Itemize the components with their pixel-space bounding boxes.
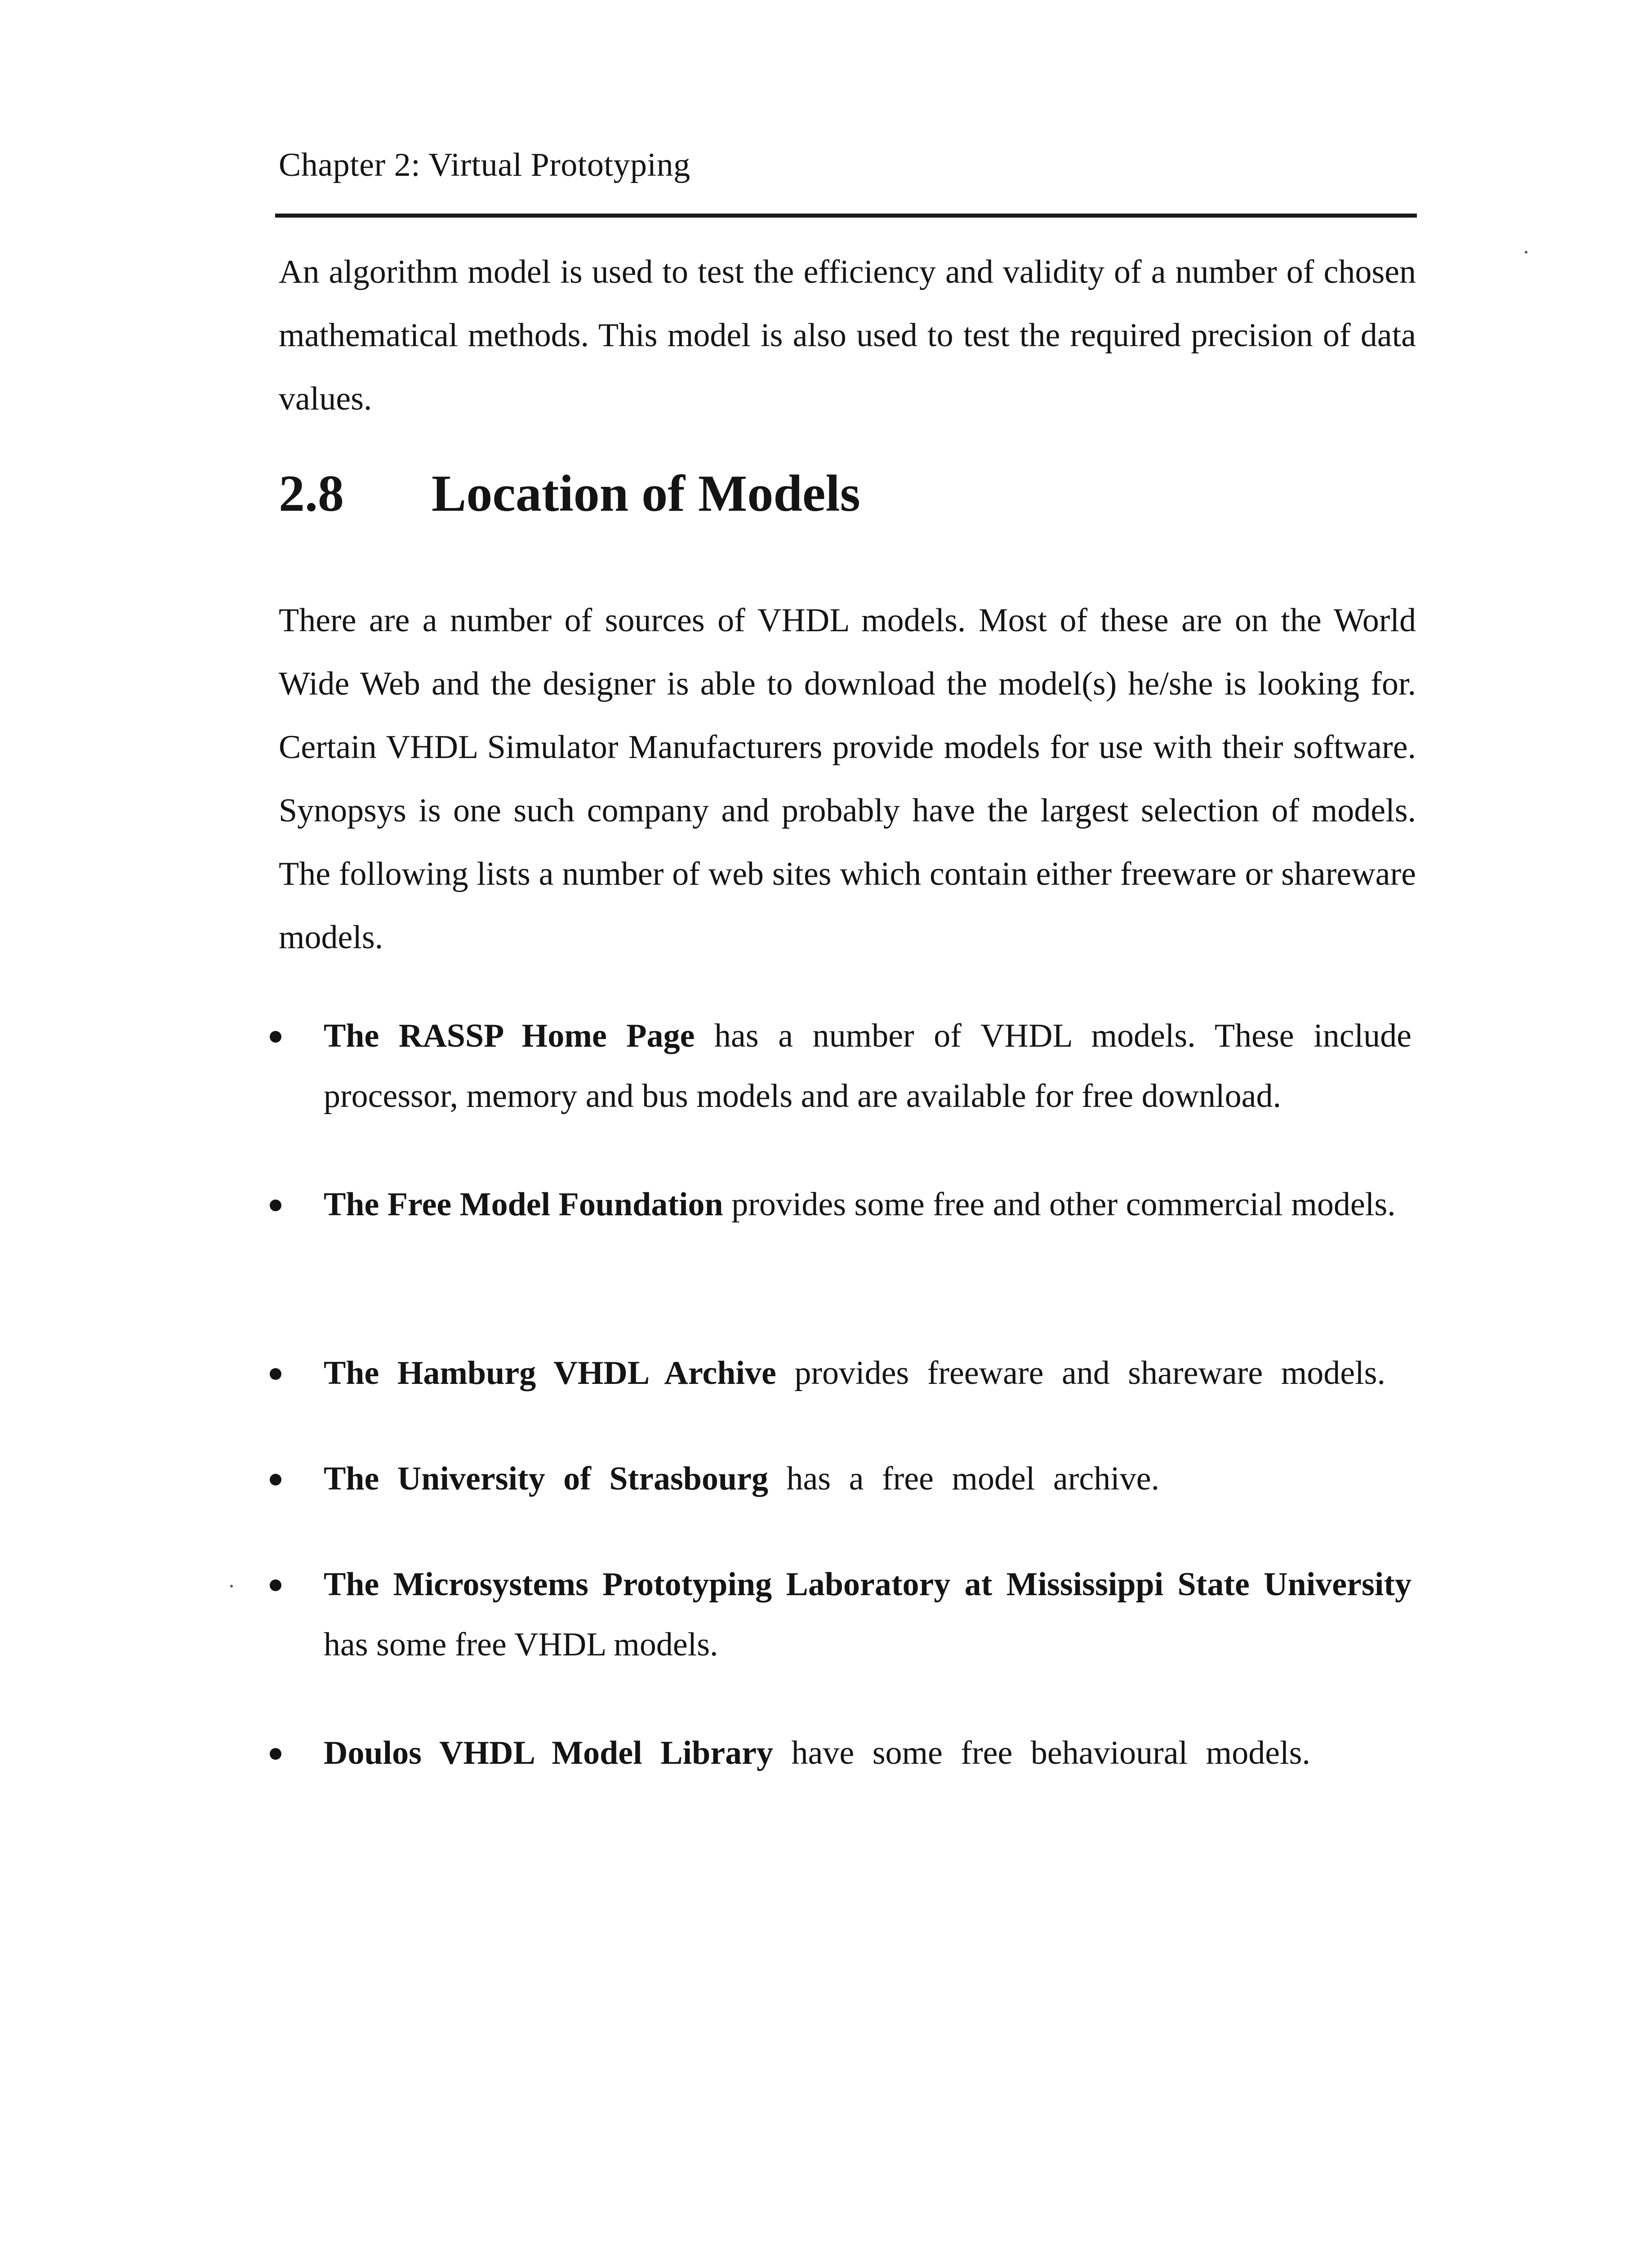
bullet-icon xyxy=(270,1579,281,1591)
source-description: has a free model archive. xyxy=(768,1460,1160,1497)
list-item-text xyxy=(324,1343,1412,1403)
scan-speck xyxy=(1525,251,1527,254)
bullet-icon xyxy=(270,1200,281,1211)
source-description: has some free VHDL models. xyxy=(324,1626,718,1663)
list-item-text xyxy=(324,1006,1412,1126)
scan-speck xyxy=(230,1585,233,1588)
list-item-text xyxy=(324,1174,1412,1235)
sources-paragraph: There are a number of sources of VHDL models. Most of these are on the World Wide Web and the designer is able to download the model(s) he/she is looking for. Certain VHDL Simulator Manufacturers provide models for use with their software. Synopsys is one such company and probably have the largest selection of models. The following lists a number of web sites which contain either freeware or shareware models. xyxy=(279,602,1416,956)
running-header: Chapter 2: Virtual Prototyping xyxy=(279,147,690,183)
section-number: 2.8 xyxy=(279,465,344,522)
bullet-icon xyxy=(270,1474,281,1485)
bullet-icon xyxy=(270,1368,281,1380)
source-description: provides freeware and shareware models. xyxy=(776,1355,1385,1392)
source-description: has a number of VHDL models. These include processor, memory and bus models and are available for free download. xyxy=(324,1017,1412,1115)
bullet-icon xyxy=(270,1031,281,1043)
source-name: The RASSP Home Page xyxy=(324,1017,695,1054)
bullet-icon xyxy=(270,1748,281,1760)
source-description: have some free behavioural models. xyxy=(773,1735,1310,1771)
source-name: The University of Strasbourg xyxy=(324,1460,768,1497)
list-item-text xyxy=(324,1554,1412,1675)
header-rule xyxy=(275,214,1417,218)
list-item-text xyxy=(324,1723,1412,1783)
list-item-text xyxy=(324,1449,1412,1509)
intro-paragraph: An algorithm model is used to test the efficiency and validity of a number of chosen mathematical methods. This model is also used to test the required precision of data values. xyxy=(279,254,1416,417)
source-name: The Hamburg VHDL Archive xyxy=(324,1355,776,1392)
source-description: provides some free and other commercial models. xyxy=(723,1186,1396,1223)
source-name: Doulos VHDL Model Library xyxy=(324,1735,773,1771)
section-title: Location of Models xyxy=(432,465,860,522)
source-name: The Microsystems Prototyping Laboratory at Mississippi State University xyxy=(324,1566,1412,1603)
source-name: The Free Model Foundation xyxy=(324,1186,723,1223)
section-heading xyxy=(279,465,860,522)
